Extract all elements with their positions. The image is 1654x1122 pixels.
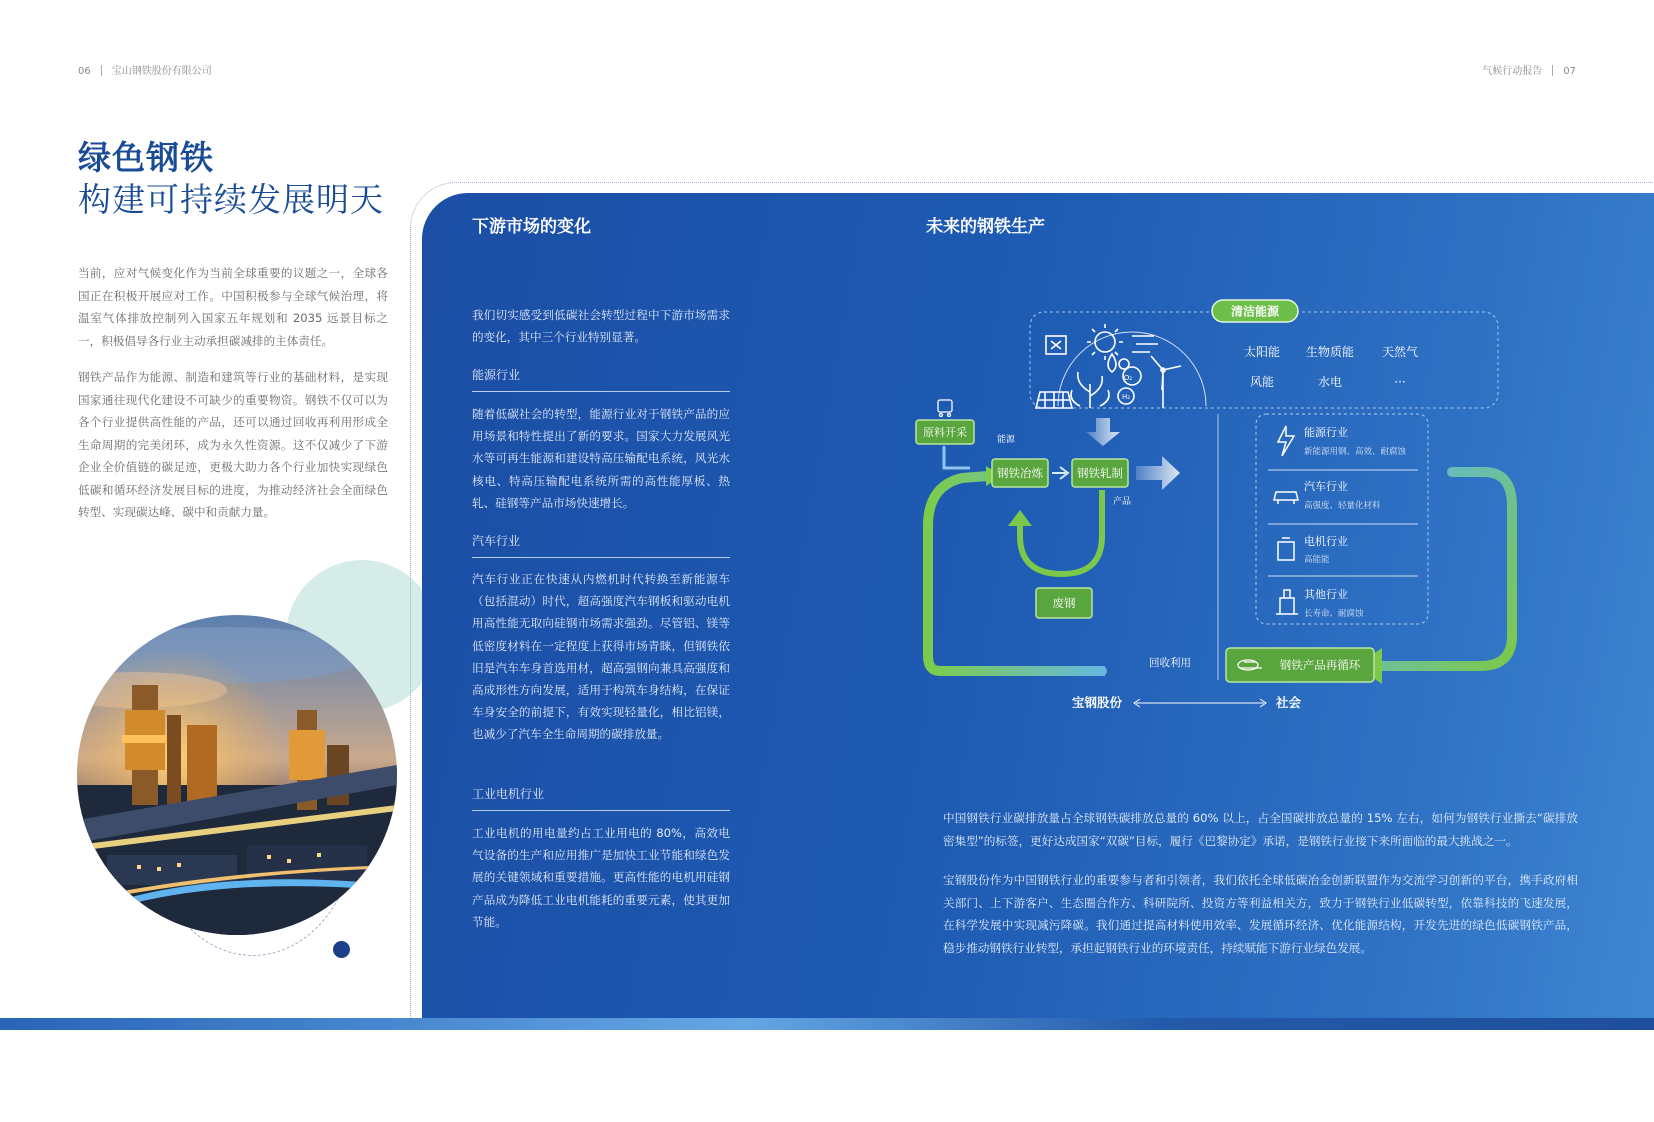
page-title: 绿色钢铁 bbox=[78, 138, 214, 177]
downstream-intro: 我们切实感受到低碳社会转型过程中下游市场需求的变化，其中三个行业特别显著。 bbox=[472, 308, 730, 345]
page-subtitle: 构建可持续发展明天 bbox=[78, 180, 384, 219]
section-heading-auto: 汽车行业 bbox=[472, 532, 730, 558]
smelting-label: 钢铁冶炼 bbox=[997, 466, 1043, 480]
steel-cycle-diagram bbox=[900, 296, 1590, 756]
energy-source-gas: 天然气 bbox=[1381, 345, 1419, 359]
energy-flow-label: 能源 bbox=[996, 435, 1016, 445]
page-header-right bbox=[1482, 62, 1576, 77]
section-text-auto: 汽车行业正在快速从内燃机时代转换至新能源车（包括混动）时代，超高强度汽车钢板和驱动电机用高性能无取向硅钢市场需求强劲。尽管铝、镁等低密度材料在一定程度上获得市场青睐，但钢铁依旧是汽车车身首选用材，超高强钢向兼具高强度和高成形性方向发展，适用于构筑车身结构，在保证车身安全的前提下，有效实现轻量化，相比铝镁，也减少了汽车全生命周期的碳排放量。 bbox=[472, 572, 730, 742]
lightning-icon bbox=[1278, 426, 1294, 456]
steel-plant-illustration bbox=[77, 615, 397, 935]
clean-energy-label: 清洁能源 bbox=[1230, 304, 1280, 319]
industry-auto-desc: 高强度、轻量化材料 bbox=[1304, 501, 1381, 511]
wind-char-icon bbox=[1046, 336, 1066, 354]
decorative-dot bbox=[333, 941, 350, 958]
wind-turbine-icon bbox=[1151, 356, 1181, 408]
car-icon bbox=[1274, 492, 1298, 504]
section-heading-energy: 能源行业 bbox=[472, 366, 730, 392]
future-title: 未来的钢铁生产 bbox=[926, 217, 1045, 237]
scrap-loop bbox=[1020, 490, 1102, 574]
bottom-gradient-strip bbox=[0, 1018, 1654, 1030]
clean-energy-box bbox=[1030, 312, 1498, 408]
h2-label: H₂ bbox=[1121, 393, 1131, 401]
section-heading-motor: 工业电机行业 bbox=[472, 785, 730, 811]
recycle-loop-right bbox=[1380, 472, 1512, 666]
sun-icon bbox=[1087, 324, 1123, 360]
future-paragraph-1: 中国钢铁行业碳排放量占全球钢铁碳排放总量的 60% 以上，占全国碳排放总量的 15% 左右，如何为钢铁行业撕去“碳排放密集型”的标签，更好达成国家“双碳”目标，履行《巴黎协定》承诺，是钢铁行业接下来所面临的最大挑战之一。 bbox=[943, 811, 1578, 848]
report-name: 气候行动报告 bbox=[1482, 66, 1543, 77]
raw-to-smelting-line bbox=[944, 446, 970, 468]
header-divider bbox=[1552, 65, 1553, 76]
product-flow-label: 产品 bbox=[1112, 497, 1132, 507]
product-to-society-arrow bbox=[1136, 456, 1180, 490]
downstream-title: 下游市场的变化 bbox=[472, 217, 591, 237]
plant-icon bbox=[1071, 372, 1109, 408]
industry-motor-desc: 高能能 bbox=[1304, 555, 1330, 565]
future-paragraph-2: 宝钢股份作为中国钢铁行业的重要参与者和引领者，我们依托全球低碳冶金创新联盟作为交流学习创新的平台，携手政府相关部门、上下游客户、生态圈合作方、科研院所、投资方等利益相关方，致力于钢铁行业低碳转型，依靠科技的飞速发展，在科学发展中实现减污降碳。我们通过提高材料使用效率、发展循环经济、优化能源结构，开发先进的绿色低碳钢铁产品，稳步推动钢铁行业转型，承担起钢铁行业的环境责任，持续赋能下游行业绿色发展。 bbox=[943, 873, 1578, 955]
solar-panel-icon bbox=[1036, 392, 1072, 408]
recycle-flow-label: 回收利用 bbox=[1149, 657, 1191, 669]
party-baosteel: 宝钢股份 bbox=[1071, 695, 1122, 710]
page-header-left bbox=[78, 62, 212, 77]
intro-paragraph-2: 钢铁产品作为能源、制造和建筑等行业的基础材料，是实现国家通往现代化建设不可缺少的重要物资。钢铁不仅可以为各个行业提供高性能的产品，还可以通过回收再利用形成全生命周期的完美闭环，成为永久性资源。这不仅减少了下游企业全价值链的碳足迹，更极大助力各个行业加快实现绿色低碳和循环经济发展目标的进度，为推动经济社会全面绿色转型、实现碳达峰、碳中和贡献力量。 bbox=[78, 370, 388, 519]
company-name: 宝山钢铁股份有限公司 bbox=[111, 66, 212, 77]
rolling-label: 钢铁轧制 bbox=[1077, 466, 1123, 480]
wind-lines-icon bbox=[1132, 336, 1158, 352]
motor-icon bbox=[1278, 538, 1294, 560]
energy-source-solar: 太阳能 bbox=[1243, 345, 1281, 359]
page-number-left: 06 bbox=[78, 66, 91, 77]
party-society: 社会 bbox=[1276, 695, 1302, 710]
intro-paragraph-1: 当前，应对气候变化作为当前全球重要的议题之一，全球各国正在积极开展应对工作。中国积极参与全球气候治理，将温室气体排放控制列入国家五年规划和 2035 远景目标之一，积极倡导各行业主动承担碳减排的主体责任。 bbox=[78, 266, 388, 348]
scrap-label: 废钢 bbox=[1052, 596, 1076, 610]
industry-other-name: 其他行业 bbox=[1304, 588, 1348, 601]
building-icon bbox=[1276, 590, 1298, 614]
section-text-motor: 工业电机的用电量约占工业用电的 80%，高效电气设备的生产和应用推广是加快工业节能和绿色发展的关键领域和重要措施。更高性能的电机用硅钢产品成为降低工业电机能耗的重要元素，使其更加节能。 bbox=[472, 826, 730, 929]
industry-auto-name: 汽车行业 bbox=[1304, 480, 1348, 493]
industry-motor-name: 电机行业 bbox=[1304, 535, 1348, 548]
industry-energy-desc: 新能源用钢、高效、耐腐蚀 bbox=[1304, 447, 1407, 457]
energy-source-more: ··· bbox=[1394, 375, 1406, 389]
o2-label: O₂ bbox=[1123, 374, 1133, 382]
recycle-box-label: 钢铁产品再循环 bbox=[1279, 658, 1361, 672]
scrap-loop-arrowhead bbox=[1008, 510, 1032, 526]
party-double-arrow bbox=[1134, 699, 1266, 707]
steel-plant-photo bbox=[77, 615, 397, 935]
water-drop-icon bbox=[1108, 354, 1116, 372]
raw-material-label: 原料开采 bbox=[923, 426, 967, 439]
smelting-to-rolling-arrow bbox=[1052, 467, 1068, 479]
page-number-right: 07 bbox=[1563, 66, 1576, 77]
header-divider bbox=[101, 65, 102, 76]
energy-source-biomass: 生物质能 bbox=[1305, 345, 1355, 359]
mining-cart-icon bbox=[938, 400, 952, 417]
industry-energy-name: 能源行业 bbox=[1304, 426, 1348, 439]
energy-source-wind: 风能 bbox=[1249, 375, 1275, 389]
energy-down-arrow bbox=[1086, 418, 1120, 446]
section-text-energy: 随着低碳社会的转型，能源行业对于钢铁产品的应用场景和特性提出了新的要求。国家大力发展风光水等可再生能源和建设特高压输配电系统，风光水核电、特高压输配电系统所需的高性能厚板、热轧、硅钢等产品市场快速增长。 bbox=[472, 407, 730, 510]
energy-source-hydro: 水电 bbox=[1317, 375, 1343, 389]
industry-other-desc: 长寿命、耐腐蚀 bbox=[1304, 609, 1364, 619]
